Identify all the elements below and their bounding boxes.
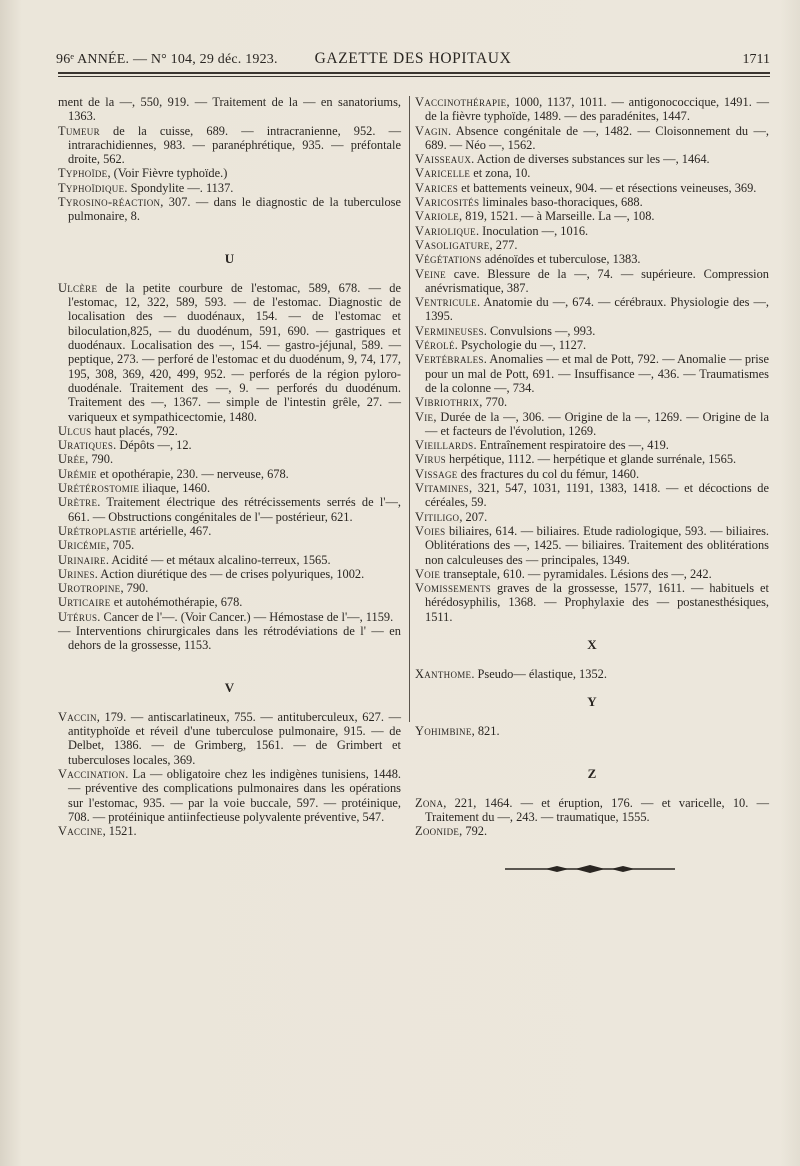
entry-headword: Vertébrales xyxy=(415,352,484,367)
entry-text: , 790. xyxy=(85,452,114,467)
entry-headword: Uricémie xyxy=(58,538,107,553)
entry-headword: Zoonide xyxy=(415,824,460,839)
entry-headword: Ulcère xyxy=(58,280,98,295)
entry-text: , 1000, 1137, 1011. — antigonococcique, 1491. — de la fièvre typhoïde, 1489. — des paradénites, 1447. xyxy=(425,95,769,124)
entry-headword: Urines xyxy=(58,566,95,581)
entry-text: . Action diurétique des — de crises polyuriques, 1002. xyxy=(94,566,365,581)
entry-text: , 705. xyxy=(106,538,135,553)
index-entry xyxy=(58,767,401,824)
entry-headword: Ulcus xyxy=(58,423,92,438)
entry-text: . Entraînement respiratoire des —, 419. xyxy=(473,438,669,453)
index-entry xyxy=(58,524,401,538)
entry-headword: Virus xyxy=(415,452,446,467)
section-letter: Y xyxy=(587,694,597,710)
entry-headword: Uratiques xyxy=(58,438,114,453)
index-entry xyxy=(415,338,769,352)
index-entry xyxy=(58,710,401,767)
entry-text: liminales baso-thoraciques, 688. xyxy=(479,195,643,210)
entry-headword: Voies xyxy=(415,523,446,538)
entry-text: — Interventions chirurgicales dans les rétrodéviations de l' — en dehors de la grossesse, 1153. xyxy=(58,623,401,653)
entry-headword: Vermineuses xyxy=(415,323,484,338)
entry-headword: Varices xyxy=(415,180,459,195)
index-entry xyxy=(58,610,401,624)
entry-text: haut placés, 792. xyxy=(91,423,178,438)
entry-headword: Urinaire xyxy=(58,552,106,567)
entry-headword: Utérus xyxy=(58,609,98,624)
entry-text: , 821. xyxy=(471,724,500,739)
entry-headword: Vibriothrix xyxy=(415,395,480,410)
entry-headword: Urée xyxy=(58,452,86,467)
issue-info: 96ᵉ ANNÉE. — N° 104, 29 déc. 1923. xyxy=(56,52,278,67)
page-header xyxy=(56,50,770,70)
entry-headword: Végétations xyxy=(415,252,482,267)
entry-text: , (Voir Fièvre typhoïde.) xyxy=(107,166,228,181)
index-entry xyxy=(415,209,769,223)
entry-headword: Voie xyxy=(415,566,441,581)
index-entry xyxy=(58,467,401,481)
section-letter: Z xyxy=(587,765,597,781)
entry-headword: Xanthome xyxy=(415,666,472,681)
index-entry xyxy=(415,295,769,324)
index-entry xyxy=(415,410,769,439)
index-entry xyxy=(58,195,401,224)
entry-text: iliaque, 1460. xyxy=(139,481,211,496)
index-entry xyxy=(58,495,401,524)
entry-text: de la petite courbure de l'estomac, 589, 678. — de l'estomac, 12, 322, 589, 593. — de l'estomac. Diagnostic de localisation des — duodénaux, 154. — de l'estomac et biloculation,825, — du duodénum, 591, 690. — gastriques et duodénaux. Localisation des —, 154. — gastro-jéjunal, 589. — peptique, 273. — perforé de l'estomac et du duodénum, 9, 74, 177, 195, 308, 369, 420, 499, 952. — perforés de la région pyloro-duodénale. Traitement des —, 9. — perforés du duodénum. Traitement des —, 1367. — simple de l'intestin grêle, 27. — variqueux et sympathicectomie, 1480. xyxy=(68,280,401,424)
index-entry xyxy=(415,452,769,466)
spacer xyxy=(58,267,401,281)
entry-text: . Acidité — et métaux alcalino-terreux, 1565. xyxy=(105,552,331,567)
index-entry xyxy=(415,195,769,209)
index-entry xyxy=(415,238,769,252)
index-entry xyxy=(58,624,401,653)
index-entry xyxy=(58,581,401,595)
index-entry xyxy=(58,481,401,495)
entry-text: et autohémothérapie, 678. xyxy=(110,595,243,610)
index-entry xyxy=(415,438,769,452)
index-entry xyxy=(415,824,769,838)
entry-headword: Vagin xyxy=(415,123,448,138)
spacer xyxy=(415,710,769,724)
end-ornament xyxy=(505,864,675,874)
entry-text: herpétique, 1112. — herpétique et glande surrénale, 1565. xyxy=(445,452,737,467)
entry-headword: Tumeur xyxy=(58,123,100,138)
entry-headword: Urémie xyxy=(58,466,97,481)
index-entry xyxy=(58,166,401,180)
index-entry xyxy=(415,581,769,624)
entry-headword: Yohimbine xyxy=(415,724,472,739)
index-entry xyxy=(415,510,769,524)
index-entry xyxy=(58,281,401,424)
index-column-left xyxy=(58,95,401,838)
index-entry xyxy=(415,166,769,180)
entry-headword: Vaccination xyxy=(58,766,126,781)
entry-text: adénoïdes et tuberculose, 1383. xyxy=(481,252,641,267)
entry-headword: Vie xyxy=(415,409,434,424)
entry-headword: Vissage xyxy=(415,466,458,481)
index-entry xyxy=(415,152,769,166)
entry-headword: Varicelle xyxy=(415,166,471,181)
index-entry xyxy=(415,95,769,124)
entry-headword: Urétroplastie xyxy=(58,523,137,538)
entry-text: , 207. xyxy=(459,509,488,524)
entry-headword: Urétérostomie xyxy=(58,481,140,496)
entry-text: . La — obligatoire chez les indigènes tunisiens, 1448. — préventive des complications pulmonaires dans les opérations sur l'estomac, 935. — par la voie buccale, 597. — protéinique, 708. — protéinique antiinfectieuse polyvalente préventive, 547. xyxy=(68,766,401,824)
index-entry xyxy=(415,524,769,567)
page-number: 1711 xyxy=(742,52,770,67)
entry-text: . Action de diverses substances sur les —, 1464. xyxy=(471,152,710,167)
entry-text: . Cancer de l'—. (Voir Cancer.) — Hémostase de l'—, 1159. xyxy=(97,609,394,624)
entry-headword: Tyrosino-réaction xyxy=(58,195,161,210)
entry-text: . Inoculation —, 1016. xyxy=(475,223,589,238)
entry-headword: Urètre xyxy=(58,495,98,510)
entry-text: ment de la —, 550, 919. — Traitement de la — en sanatoriums, 1363. xyxy=(58,95,401,124)
spacer xyxy=(415,738,769,767)
index-entry xyxy=(58,124,401,167)
entry-text: , 277. xyxy=(489,237,518,252)
entry-text: . Traitement électrique des rétrécissements serrés de l'—, 661. — Obstructions congénitales de l'— postérieur, 621. xyxy=(68,495,401,524)
index-column-right xyxy=(415,95,769,838)
entry-text: biliaires, 614. — biliaires. Etude radiologique, 593. — biliaires. Oblitérations des —, 1425. — biliaires. Traitement des oblitérations non calculeuses des — principales, 1349. xyxy=(425,523,769,567)
entry-headword: Veine xyxy=(415,266,446,281)
index-entry xyxy=(58,595,401,609)
entry-text: des fractures du col du fémur, 1460. xyxy=(457,466,640,481)
index-entry xyxy=(415,724,769,738)
entry-headword: Vaccin xyxy=(58,709,97,724)
index-entry xyxy=(58,553,401,567)
index-entry xyxy=(415,667,769,681)
entry-text: . Absence congénitale de —, 1482. — Cloisonnement du —, 689. — Néo —, 1562. xyxy=(425,123,769,152)
entry-text: et opothérapie, 230. — nerveuse, 678. xyxy=(96,466,289,481)
entry-headword: Typhoïdique xyxy=(58,180,125,195)
entry-text: graves de la grossesse, 1577, 1611. — habituels et hérédosyphilis, 1368. — Prophylaxie des — postanesthésiques, 1511. xyxy=(425,581,769,624)
entry-headword: Vasoligature xyxy=(415,237,490,252)
index-entry xyxy=(415,124,769,153)
index-entry xyxy=(58,181,401,195)
index-entry xyxy=(415,224,769,238)
spacer xyxy=(58,224,401,253)
index-entry xyxy=(58,538,401,552)
index-entry xyxy=(58,438,401,452)
entry-headword: Variole xyxy=(415,209,460,224)
index-entry xyxy=(58,452,401,466)
entry-text: . Dépôts —, 12. xyxy=(113,438,192,453)
index-entry xyxy=(58,824,401,838)
header-rule-thin xyxy=(58,76,770,77)
index-entry xyxy=(58,567,401,581)
index-entry xyxy=(415,181,769,195)
index-entry xyxy=(58,424,401,438)
index-entry xyxy=(415,567,769,581)
entry-headword: Vieillards xyxy=(415,438,474,453)
index-entry xyxy=(415,395,769,409)
entry-headword: Vitamines xyxy=(415,481,469,496)
entry-text: . Psychologie du —, 1127. xyxy=(454,338,587,353)
column-divider xyxy=(409,96,410,722)
entry-headword: Zona xyxy=(415,795,444,810)
entry-text: transeptale, 610. — pyramidales. Lésions des —, 242. xyxy=(440,566,712,581)
index-entry xyxy=(415,324,769,338)
index-entry xyxy=(415,352,769,395)
entry-text: , 1521. xyxy=(102,824,137,839)
entry-headword: Urticaire xyxy=(58,595,111,610)
entry-text: . Pseudo— élastique, 1352. xyxy=(471,666,607,681)
entry-headword: Vérolé xyxy=(415,338,455,353)
entry-headword: Urotropine xyxy=(58,581,121,596)
entry-headword: Vomissements xyxy=(415,581,492,596)
entry-text: , 770. xyxy=(479,395,508,410)
entry-headword: Vaccinothérapie xyxy=(415,95,507,109)
entry-headword: Ventricule xyxy=(415,295,477,310)
entry-text: , 307. — dans le diagnostic de la tuberculose pulmonaire, 8. xyxy=(68,195,401,224)
entry-text: , 179. — antiscarlatineux, 755. — antituberculeux, 627. — antityphoïde et réveil d'une tuberculose pulmonaire, 915. — de Delbet, 1386. — de Grimberg, 1561. — de Grimbert et tuberculoses locales, 369. xyxy=(68,709,401,767)
entry-text: et zona, 10. xyxy=(470,166,531,181)
entry-text: . Anatomie du —, 674. — cérébraux. Physiologie des —, 1395. xyxy=(425,295,769,324)
entry-text: . Anomalies — et mal de Pott, 792. — Anomalie — prise pour un mal de Pott, 691. — Insuffisance —, 436. — Traumatismes de la colonne —, 734. xyxy=(425,352,769,395)
entry-headword: Typhoïde xyxy=(58,166,108,181)
section-letter: U xyxy=(224,251,235,267)
entry-headword: Vaccine xyxy=(58,824,103,839)
spacer xyxy=(415,781,769,795)
index-entry xyxy=(415,481,769,510)
entry-text: cave. Blessure de la —, 74. — supérieure. Compression anévrismatique, 387. xyxy=(425,266,769,295)
index-entry xyxy=(58,95,401,124)
entry-text: et battements veineux, 904. — et résections veineuses, 369. xyxy=(458,180,757,195)
section-letter: X xyxy=(587,637,597,653)
spacer xyxy=(415,624,769,638)
index-entry xyxy=(415,267,769,296)
entry-headword: Variolique xyxy=(415,223,476,238)
entry-text: . Convulsions —, 993. xyxy=(483,323,596,338)
header-rule-thick xyxy=(58,72,770,74)
entry-headword: Vitiligo xyxy=(415,509,460,524)
section-letter: V xyxy=(224,680,235,696)
index-entry xyxy=(415,467,769,481)
entry-text: . Spondylite —. 1137. xyxy=(124,180,234,195)
entry-text: , 321, 547, 1031, 1191, 1383, 1418. — et décoctions de céréales, 59. xyxy=(425,481,769,510)
journal-title: GAZETTE DES HOPITAUX xyxy=(314,50,512,67)
entry-text: artérielle, 467. xyxy=(136,523,212,538)
spacer xyxy=(58,653,401,682)
entry-headword: Vaisseaux xyxy=(415,152,472,167)
spacer xyxy=(58,695,401,709)
entry-headword: Varicosités xyxy=(415,195,480,210)
entry-text: de la cuisse, 689. — intracranienne, 952. — intrarachidiennes, 983. — paranéphrétique, 935. — préfontale droite, 562. xyxy=(68,123,401,167)
entry-text: , 819, 1521. — à Marseille. La —, 108. xyxy=(459,209,655,224)
index-entry xyxy=(415,252,769,266)
entry-text: , Durée de la —, 306. — Origine de la —, 1269. — Origine de la — et facteurs de l'évolution, 1269. xyxy=(425,409,769,438)
entry-text: , 221, 1464. — et éruption, 176. — et varicelle, 10. — Traitement du —, 243. — traumatique, 1555. xyxy=(425,795,769,824)
entry-text: , 790. xyxy=(120,581,149,596)
spacer xyxy=(415,653,769,667)
spacer xyxy=(415,681,769,695)
index-entry xyxy=(415,796,769,825)
entry-text: , 792. xyxy=(459,824,488,839)
